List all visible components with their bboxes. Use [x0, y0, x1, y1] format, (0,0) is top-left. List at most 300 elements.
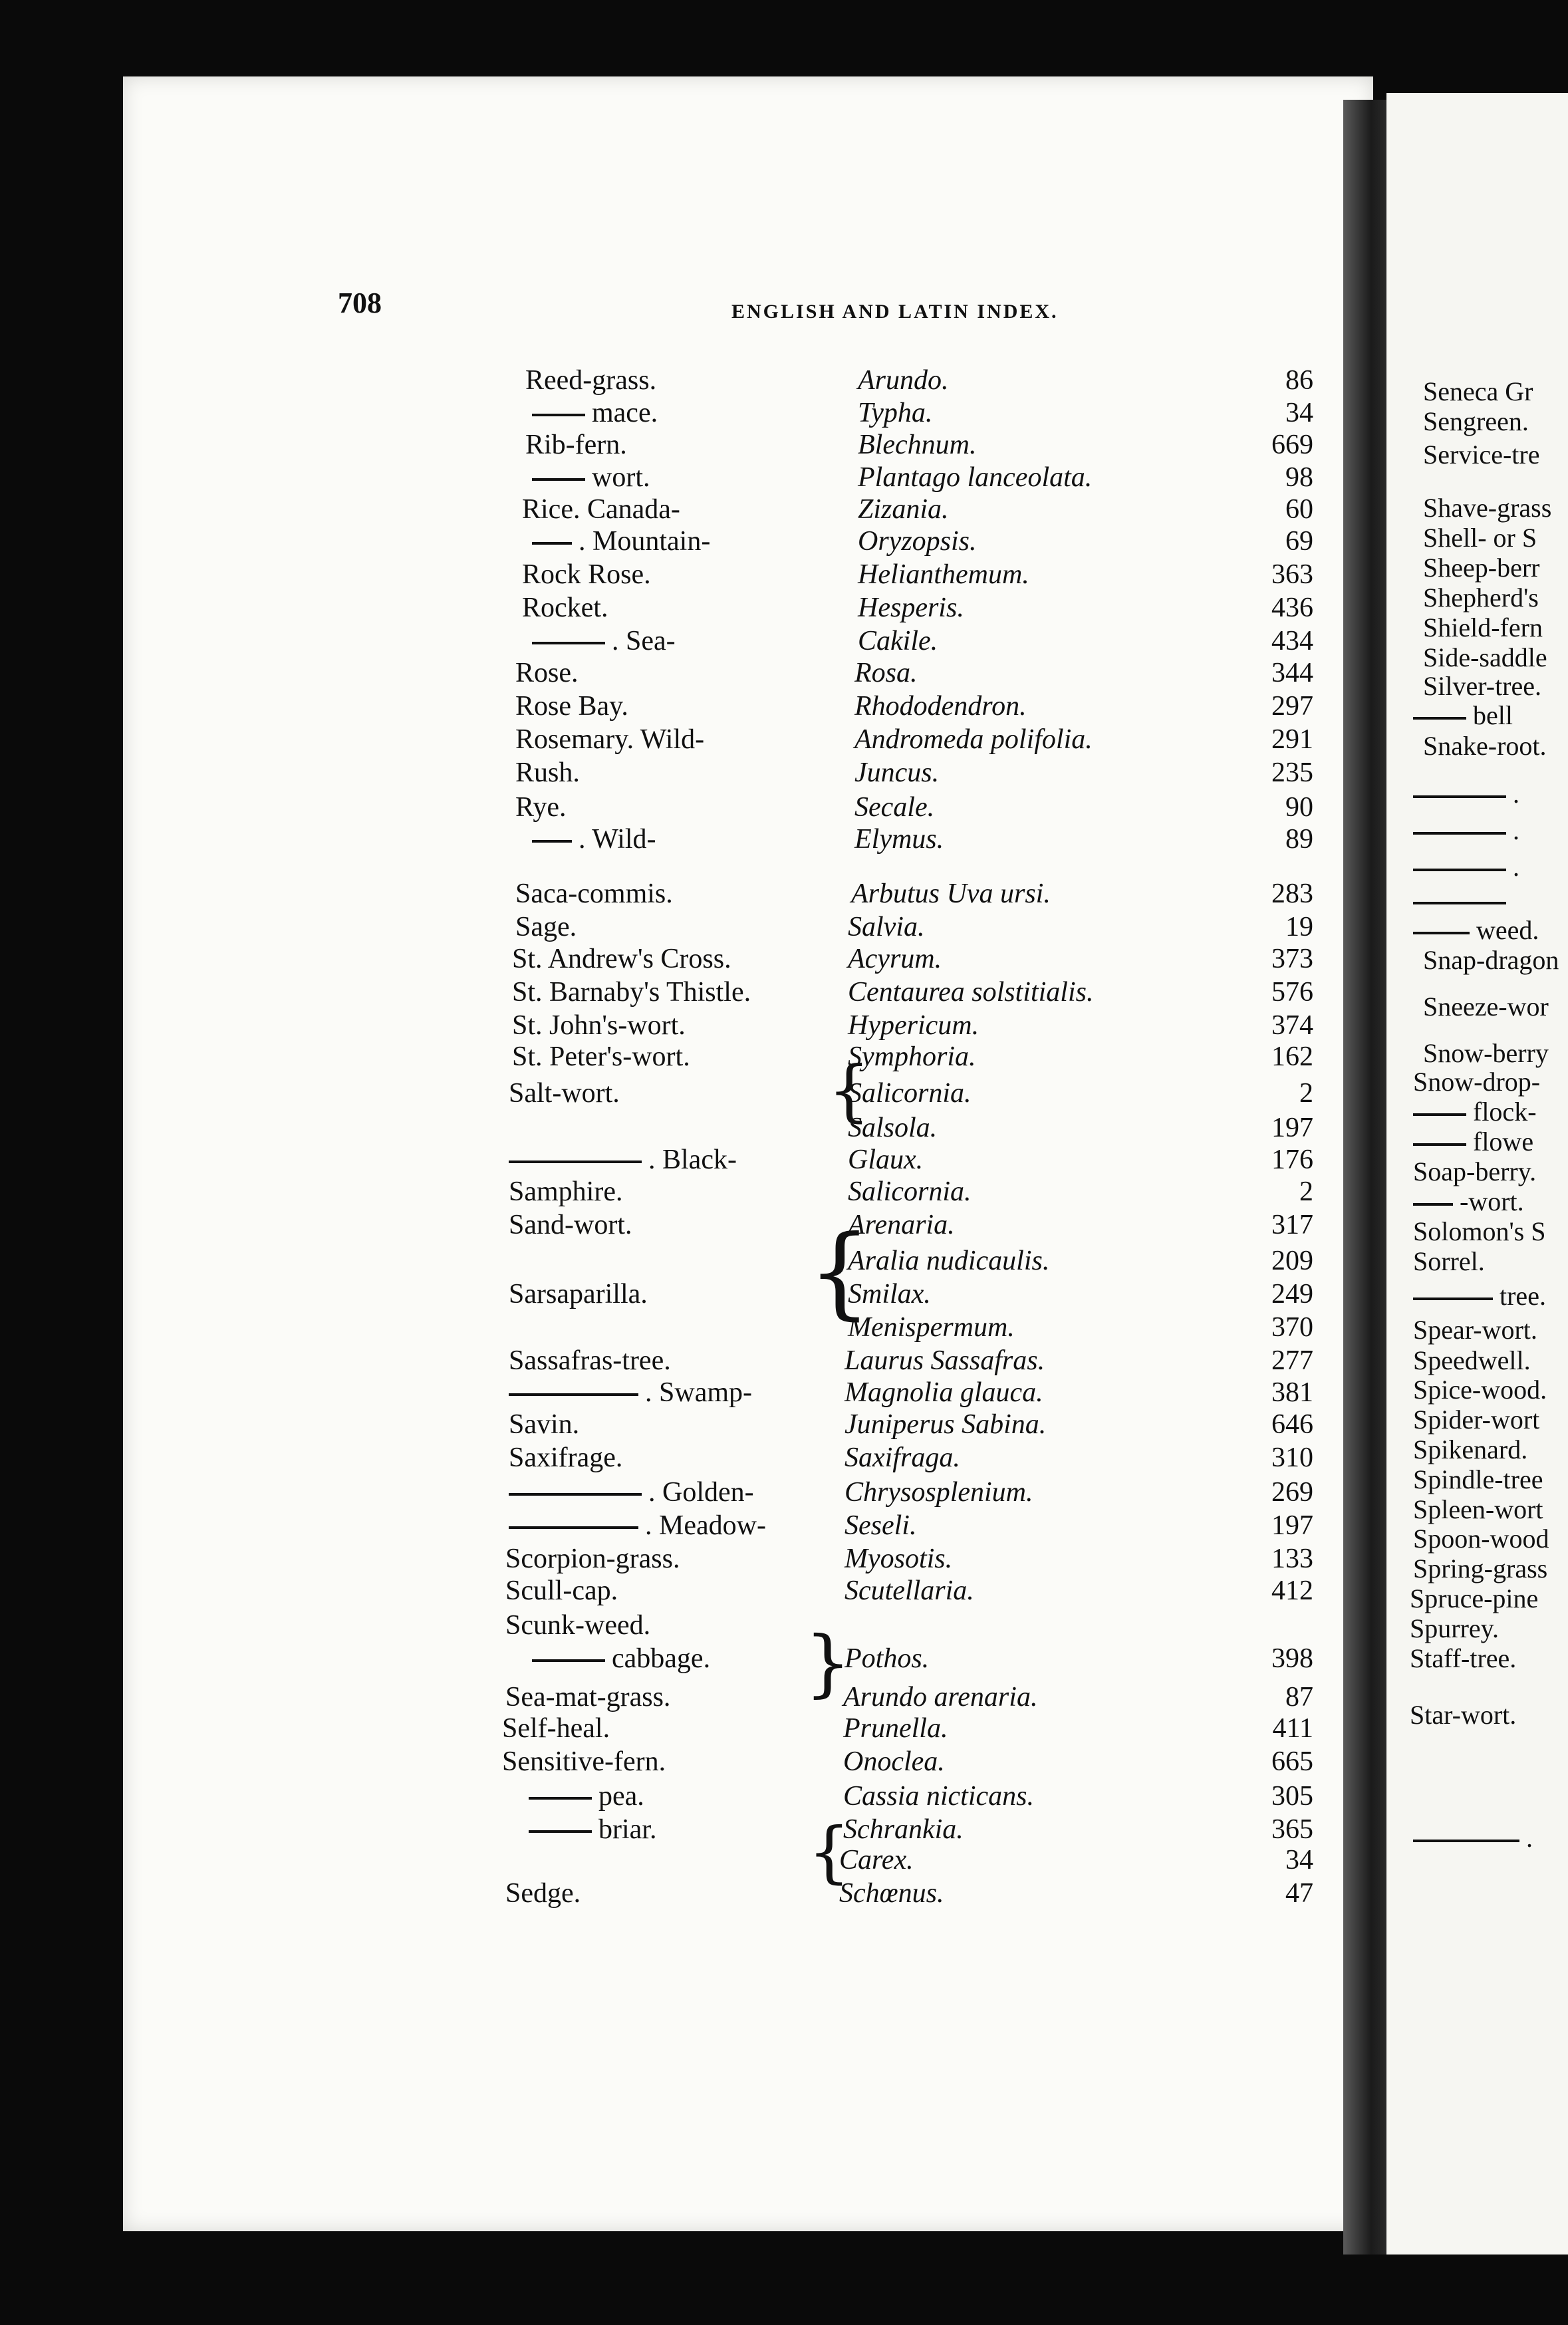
english-name-text: Self-heal.	[502, 1713, 610, 1744]
english-name-text: Rocket.	[522, 593, 608, 623]
latin-name: Arbutus Uva ursi.	[851, 879, 1051, 909]
english-name	[525, 429, 627, 461]
english-name-text: briar.	[598, 1814, 657, 1845]
page-ref: 34	[1285, 1845, 1313, 1875]
english-name-text: Scull-cap.	[505, 1575, 618, 1606]
latin-name: Magnolia glauca.	[845, 1377, 1043, 1408]
index-row	[0, 1112, 1330, 1145]
index-row	[0, 690, 1330, 724]
latin-name: Laurus Sassafras.	[845, 1345, 1045, 1376]
latin-name: Salvia.	[848, 912, 925, 942]
right-column-text: Spurrey.	[1410, 1613, 1500, 1643]
english-name-text: Salt-wort.	[509, 1078, 620, 1109]
right-column-text: Spring-grass	[1413, 1554, 1548, 1583]
right-column-entry	[1423, 1037, 1549, 1069]
right-column-text: Sneeze-wor	[1423, 992, 1549, 1022]
page-ref: 87	[1285, 1682, 1313, 1712]
latin-name: Aralia nudicaulis.	[848, 1246, 1050, 1276]
page-ref: 89	[1285, 824, 1313, 855]
english-name	[515, 757, 580, 789]
right-column-entry	[1413, 1345, 1531, 1376]
english-name-text: . Sea-	[612, 626, 676, 656]
latin-name: Prunella.	[843, 1713, 948, 1744]
right-column-text: Star-wort.	[1410, 1700, 1517, 1730]
ditto-dash	[509, 1161, 642, 1163]
page-ref: 305	[1271, 1781, 1313, 1812]
english-name-text: Rose Bay.	[515, 691, 628, 722]
right-column-text: flowe	[1473, 1127, 1534, 1157]
english-name	[532, 525, 710, 557]
index-row	[0, 1311, 1330, 1345]
page-ref: 283	[1271, 879, 1313, 909]
latin-name: Cassia nicticans.	[843, 1781, 1035, 1812]
page-ref: 669	[1271, 430, 1313, 460]
right-column-text: Shield-fern	[1423, 613, 1543, 642]
page-ref: 2	[1299, 1078, 1313, 1109]
index-row	[0, 1609, 1330, 1643]
index-row	[0, 1780, 1330, 1814]
running-head: ENGLISH AND LATIN INDEX.	[731, 301, 1059, 323]
english-name	[509, 1442, 622, 1474]
right-column-text: Sheep-berr	[1423, 553, 1540, 583]
right-column-entry	[1410, 1613, 1499, 1644]
page-ref: 381	[1271, 1377, 1313, 1408]
right-column-text: Silver-tree.	[1423, 671, 1542, 701]
right-column-entry	[1413, 1126, 1533, 1157]
right-column-text: -wort.	[1460, 1186, 1524, 1216]
english-name	[532, 397, 658, 429]
page-ref: 370	[1271, 1312, 1313, 1343]
index-row	[0, 1476, 1330, 1510]
index-row	[0, 1345, 1330, 1378]
right-column-text: Speedwell.	[1413, 1345, 1531, 1375]
latin-name: Salsola.	[848, 1113, 938, 1143]
page-ref: 209	[1271, 1246, 1313, 1276]
page-ref: 2	[1299, 1176, 1313, 1207]
english-name-text: Rib-fern.	[525, 430, 627, 460]
ditto-dash	[1413, 832, 1506, 835]
english-name	[509, 1176, 622, 1208]
english-name-text: . Black-	[648, 1145, 737, 1175]
page-ref: 60	[1285, 494, 1313, 525]
index-row	[0, 525, 1330, 559]
page-ref: 269	[1271, 1477, 1313, 1508]
english-name-text: . Mountain-	[579, 526, 711, 557]
latin-name: Smilax.	[848, 1279, 931, 1309]
right-column-text: .	[1526, 1823, 1533, 1853]
right-column-text: bell	[1473, 700, 1513, 730]
latin-name: Acyrum.	[848, 944, 942, 974]
english-name	[502, 1746, 666, 1778]
ditto-dash	[509, 1526, 638, 1529]
english-name-text: Sea-mat-grass.	[505, 1682, 671, 1712]
english-name	[509, 1209, 632, 1241]
page-ref: 436	[1271, 593, 1313, 623]
index-row	[0, 791, 1330, 825]
english-name-text: mace.	[592, 398, 658, 428]
index-row	[0, 1681, 1330, 1714]
right-column-entry	[1413, 1186, 1524, 1217]
ditto-dash	[1413, 869, 1506, 871]
right-column-entry	[1413, 1404, 1539, 1435]
ditto-dash	[509, 1393, 638, 1396]
page-ref: 310	[1271, 1442, 1313, 1473]
english-name-text: Rye.	[515, 792, 567, 823]
index-row	[0, 657, 1330, 690]
right-column-entry	[1413, 1314, 1537, 1345]
ditto-dash	[1413, 1113, 1466, 1116]
index-row	[0, 559, 1330, 592]
latin-name: Menispermum.	[848, 1312, 1015, 1343]
english-name-text: Samphire.	[509, 1176, 623, 1207]
ditto-dash	[529, 1830, 592, 1833]
brace-sarsaparilla: {	[808, 1214, 872, 1330]
english-name-text: Sensitive-fern.	[502, 1746, 666, 1777]
latin-name: Myosotis.	[845, 1544, 953, 1574]
index-row	[0, 757, 1330, 790]
right-column-entry	[1413, 778, 1519, 809]
index-row	[0, 1510, 1330, 1543]
right-column-text: Spider-wort	[1413, 1405, 1540, 1435]
right-column-text: .	[1513, 815, 1519, 845]
brace-sedge: {	[808, 1813, 850, 1891]
english-name	[529, 1780, 644, 1812]
english-name-text: Rice. Canada-	[522, 494, 680, 525]
ditto-dash	[532, 478, 585, 481]
right-column-entry	[1410, 1583, 1538, 1614]
right-column-entry	[1413, 1523, 1549, 1554]
page-ref: 197	[1271, 1510, 1313, 1541]
ditto-dash	[1413, 1840, 1519, 1842]
page-ref: 235	[1271, 757, 1313, 788]
brace-scunk: }	[805, 1620, 851, 1705]
ditto-dash	[1413, 795, 1506, 798]
page-ref: 90	[1285, 792, 1313, 823]
right-column-entry	[1410, 1643, 1516, 1674]
english-name	[522, 559, 651, 591]
index-row	[0, 1278, 1330, 1311]
index-row	[0, 1543, 1330, 1576]
ditto-dash	[532, 642, 605, 644]
english-name-text: Reed-grass.	[525, 365, 657, 396]
latin-name: Carex.	[839, 1845, 914, 1875]
index-row	[0, 429, 1330, 462]
right-column-entry	[1423, 522, 1537, 553]
index-row	[0, 1209, 1330, 1242]
ditto-dash	[1413, 1143, 1466, 1146]
english-name	[522, 592, 608, 624]
english-name	[532, 823, 656, 855]
latin-name: Schrankia.	[843, 1814, 964, 1845]
index-row	[0, 1643, 1330, 1676]
latin-name: Rosa.	[854, 658, 918, 688]
english-name-text: wort.	[592, 462, 650, 493]
page-ref: 344	[1271, 658, 1313, 688]
page-ref: 297	[1271, 691, 1313, 722]
ditto-dash	[1413, 717, 1466, 720]
english-name-text: St. Peter's-wort.	[512, 1041, 690, 1072]
english-name-text: St. Andrew's Cross.	[512, 944, 731, 974]
english-name-text: . Swamp-	[645, 1377, 752, 1408]
latin-name: Pothos.	[845, 1643, 930, 1674]
index-row	[0, 976, 1330, 1010]
right-column-text: Service-tre	[1423, 440, 1540, 470]
latin-name: Saxifraga.	[845, 1442, 960, 1473]
page-ref: 249	[1271, 1279, 1313, 1309]
page-ref: 365	[1271, 1814, 1313, 1845]
page-ref: 363	[1271, 559, 1313, 590]
latin-name: Chrysosplenium.	[845, 1477, 1033, 1508]
ditto-dash	[1413, 1203, 1453, 1206]
english-name-text: Saca-commis.	[515, 879, 673, 909]
page-ref: 374	[1271, 1010, 1313, 1041]
latin-name: Onoclea.	[843, 1746, 945, 1777]
index-row	[0, 1377, 1330, 1410]
page-ref: 373	[1271, 944, 1313, 974]
right-column-entry	[1413, 700, 1513, 731]
latin-name: Blechnum.	[858, 430, 977, 460]
latin-name: Rhododendron.	[854, 691, 1027, 722]
english-name-text: Scunk-weed.	[505, 1610, 651, 1641]
latin-name: Plantago lanceolata.	[858, 462, 1093, 493]
right-column-text: Snow-berry	[1423, 1038, 1549, 1068]
right-column-text: Shepherd's	[1423, 583, 1539, 613]
right-column-text: Solomon's S	[1413, 1216, 1546, 1246]
right-column-entry	[1413, 851, 1519, 883]
ditto-dash	[532, 542, 572, 545]
ditto-dash	[532, 840, 572, 843]
page-ref: 277	[1271, 1345, 1313, 1376]
right-column-text: flock-	[1473, 1097, 1537, 1127]
right-column-text: Spleen-wort	[1413, 1494, 1543, 1524]
latin-name: Secale.	[854, 792, 935, 823]
latin-name: Juncus.	[854, 757, 940, 788]
latin-name: Hesperis.	[858, 593, 964, 623]
latin-name: Hypericum.	[848, 1010, 980, 1041]
latin-name: Andromeda polifolia.	[854, 724, 1093, 755]
english-name	[509, 1476, 754, 1508]
index-row	[0, 878, 1330, 911]
right-column-text: .	[1513, 779, 1519, 809]
right-column-entry	[1423, 642, 1547, 673]
ditto-dash	[532, 1659, 605, 1662]
ditto-dash	[532, 414, 585, 416]
right-column-text: Snap-dragon	[1423, 945, 1559, 975]
english-name	[532, 625, 676, 657]
latin-name: Arundo arenaria.	[843, 1682, 1038, 1712]
right-column-entry	[1423, 376, 1533, 407]
english-name	[509, 1377, 752, 1409]
page-ref: 411	[1272, 1713, 1313, 1744]
english-name	[512, 976, 751, 1008]
right-column-entry	[1423, 492, 1551, 523]
latin-name: Arundo.	[858, 365, 949, 396]
ditto-dash	[509, 1493, 642, 1496]
index-row	[0, 724, 1330, 757]
page-ref: 47	[1285, 1878, 1313, 1909]
index-row	[0, 1877, 1330, 1911]
english-name-text: cabbage.	[612, 1643, 711, 1674]
right-column-entry	[1413, 1464, 1543, 1495]
right-column-entry	[1413, 1096, 1537, 1127]
right-column-text: Shave-grass	[1423, 493, 1552, 523]
english-name-text: . Golden-	[648, 1477, 754, 1508]
latin-name: Symphoria.	[848, 1041, 976, 1072]
index-row	[0, 1144, 1330, 1177]
latin-name: Seseli.	[845, 1510, 917, 1541]
latin-name: Zizania.	[858, 494, 949, 525]
english-name	[509, 1278, 648, 1310]
right-column-text: Spikenard.	[1413, 1435, 1528, 1464]
english-name	[512, 1041, 690, 1073]
brace-salt-wort: {	[828, 1051, 870, 1129]
index-row	[0, 462, 1330, 495]
index-row	[0, 1176, 1330, 1209]
english-name	[515, 791, 566, 823]
english-name	[525, 364, 656, 396]
index-row	[0, 1844, 1330, 1877]
latin-name: Cakile.	[858, 626, 938, 656]
page-ref: 412	[1271, 1575, 1313, 1606]
index-row	[0, 1077, 1330, 1111]
english-name	[502, 1712, 610, 1744]
english-name-text: Rock Rose.	[522, 559, 651, 590]
right-column-entry	[1423, 406, 1529, 437]
index-row	[0, 1575, 1330, 1608]
index-row	[0, 1712, 1330, 1746]
ditto-dash	[1413, 932, 1470, 934]
english-name	[532, 1643, 710, 1675]
english-name-text: Sage.	[515, 912, 577, 942]
english-name	[505, 1575, 618, 1607]
right-column-entry	[1423, 552, 1539, 583]
english-name-text: . Meadow-	[645, 1510, 766, 1541]
latin-name: Juniperus Sabina.	[845, 1409, 1047, 1440]
right-column-text: .	[1513, 852, 1519, 882]
english-name-text: Rosemary. Wild-	[515, 724, 705, 755]
english-name	[505, 1543, 680, 1575]
page-ref: 19	[1285, 912, 1313, 942]
latin-name: Scutellaria.	[845, 1575, 974, 1606]
right-column-entry	[1413, 885, 1513, 916]
english-name-text: Saxifrage.	[509, 1442, 623, 1473]
page-ref: 398	[1271, 1643, 1313, 1674]
right-column-entry	[1413, 1822, 1533, 1853]
english-name	[515, 878, 673, 910]
english-name	[529, 1814, 656, 1846]
latin-name: Glaux.	[848, 1145, 924, 1175]
latin-name: Salicornia.	[848, 1078, 972, 1109]
right-column-entry	[1410, 1699, 1516, 1730]
right-column-text: Snow-drop-	[1413, 1067, 1541, 1097]
index-row	[0, 364, 1330, 398]
english-name	[522, 493, 680, 525]
english-name	[505, 1877, 581, 1909]
index-row	[0, 493, 1330, 527]
english-name	[505, 1681, 670, 1713]
english-name-text: Savin.	[509, 1409, 580, 1440]
latin-name: Centaurea solstitialis.	[848, 977, 1094, 1008]
ditto-dash	[1413, 1298, 1493, 1300]
right-column-text: Snake-root.	[1423, 731, 1547, 761]
page-ref: 291	[1271, 724, 1313, 755]
right-column-entry	[1413, 1246, 1485, 1277]
english-name	[509, 1345, 671, 1377]
english-name-text: Scorpion-grass.	[505, 1544, 680, 1574]
english-name	[509, 1409, 579, 1440]
right-column-entry	[1413, 1156, 1536, 1187]
index-row	[0, 1409, 1330, 1442]
english-name-text: Sand-wort.	[509, 1210, 632, 1240]
page-ref: 86	[1285, 365, 1313, 396]
index-row	[0, 592, 1330, 625]
english-name-text: pea.	[598, 1781, 644, 1812]
ditto-dash	[1413, 902, 1506, 904]
english-name	[509, 1144, 737, 1176]
index-row	[0, 911, 1330, 944]
right-column-text: Spoon-wood	[1413, 1524, 1549, 1554]
ditto-dash	[529, 1797, 592, 1800]
index-row	[0, 1442, 1330, 1475]
english-name	[512, 943, 731, 975]
index-row	[0, 943, 1330, 976]
right-column-entry	[1413, 1216, 1546, 1247]
english-name	[509, 1077, 620, 1109]
english-name	[515, 724, 704, 755]
page-ref: 197	[1271, 1113, 1313, 1143]
english-name	[505, 1609, 650, 1641]
latin-name: Salicornia.	[848, 1176, 972, 1207]
right-column-entry	[1423, 670, 1541, 702]
right-column-text: Sengreen.	[1423, 406, 1529, 436]
page-ref: 98	[1285, 462, 1313, 493]
latin-name: Elymus.	[854, 824, 944, 855]
latin-name: Oryzopsis.	[858, 526, 977, 557]
english-name	[515, 657, 579, 689]
index-row	[0, 1746, 1330, 1779]
right-column-text: Staff-tree.	[1410, 1643, 1517, 1673]
page-ref: 34	[1285, 398, 1313, 428]
right-column-text: Spice-wood.	[1413, 1375, 1547, 1405]
page-ref: 176	[1271, 1145, 1313, 1175]
latin-name: Schœnus.	[839, 1878, 944, 1909]
right-column-text: Seneca Gr	[1423, 376, 1533, 406]
right-column-entry	[1413, 1374, 1547, 1405]
right-column-entry	[1413, 1553, 1547, 1584]
english-name	[532, 462, 650, 493]
page-ref: 576	[1271, 977, 1313, 1008]
book-gutter	[1343, 100, 1390, 2255]
right-column-entry	[1413, 815, 1519, 846]
page-ref: 434	[1271, 626, 1313, 656]
page-ref: 646	[1271, 1409, 1313, 1440]
page-ref: 665	[1271, 1746, 1313, 1777]
right-column-text: Soap-berry.	[1413, 1157, 1537, 1186]
index-row	[0, 823, 1330, 857]
right-column-text: Side-saddle	[1423, 642, 1547, 672]
english-name-text: Rush.	[515, 757, 580, 788]
right-column-text: tree.	[1500, 1281, 1546, 1311]
english-name-text: Sassafras-tree.	[509, 1345, 671, 1376]
right-column-text: Spruce-pine	[1410, 1583, 1539, 1613]
index-row	[0, 1010, 1330, 1043]
right-column-entry	[1413, 1494, 1543, 1525]
index-row	[0, 625, 1330, 658]
right-column-text: weed.	[1476, 915, 1539, 945]
right-column-entry	[1423, 612, 1543, 643]
right-column-entry	[1413, 914, 1539, 946]
latin-name: Helianthemum.	[858, 559, 1029, 590]
